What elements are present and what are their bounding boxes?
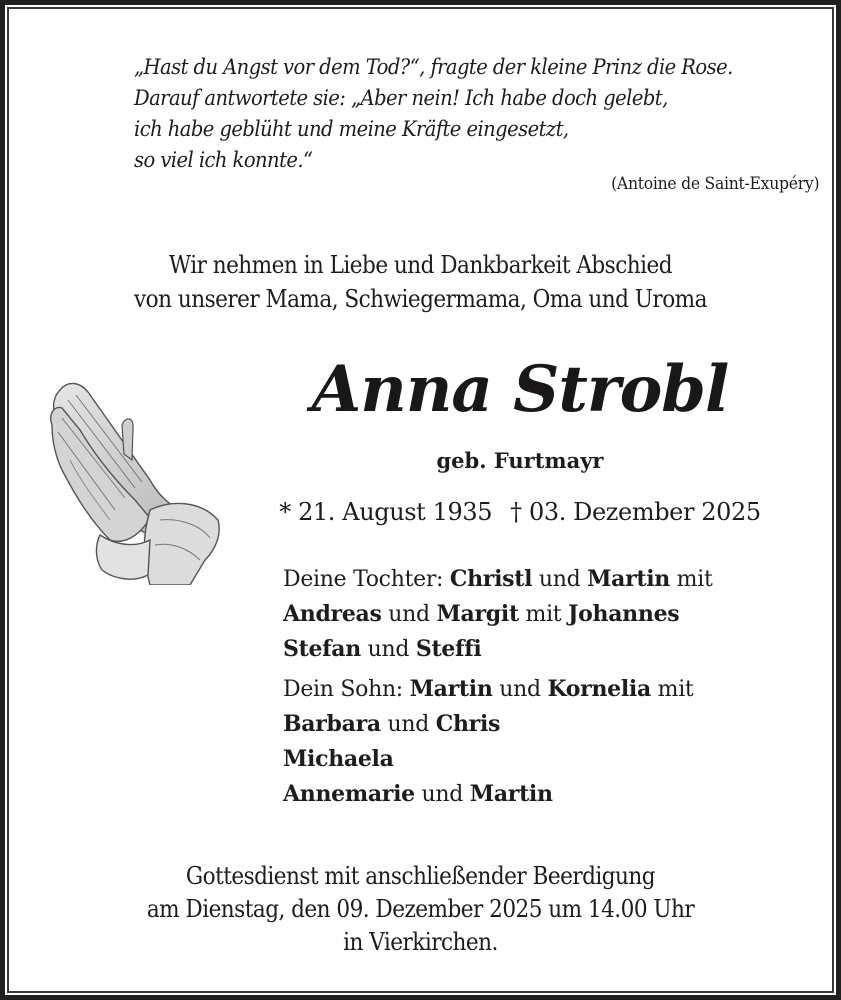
family-line: [283, 597, 713, 632]
family-line: [283, 672, 713, 707]
service-info: [0, 860, 841, 959]
family-list: [283, 562, 713, 817]
family-line: [283, 632, 713, 667]
quote-line: „Hast du Angst vor dem Tod?“, fragte der kleine Prinz die Rose.: [134, 55, 733, 79]
birth-date: * 21. August 1935: [279, 498, 493, 526]
family-member-name: Johannes: [568, 601, 680, 627]
quote-line: ich habe geblüht und meine Kräfte eingesetzt,: [134, 117, 569, 141]
life-dates: [250, 496, 790, 528]
family-line: [283, 777, 713, 812]
family-text: und: [492, 677, 548, 702]
family-member-name: Martin: [469, 781, 553, 807]
family-member-name: Martin: [409, 676, 493, 702]
maiden-name: geb. Furtmayr: [436, 448, 604, 473]
quote-line: Darauf antwortete sie: „Aber nein! Ich habe doch gelebt,: [134, 86, 668, 110]
intro-line: von unserer Mama, Schwiegermama, Oma und Uroma: [134, 285, 707, 313]
family-member-name: Chris: [435, 711, 501, 737]
service-line: in Vierkirchen.: [343, 928, 498, 956]
deceased-name: Anna Strobl: [311, 352, 729, 427]
family-text: mit: [518, 602, 569, 627]
service-line: Gottesdienst mit anschließender Beerdigung: [185, 862, 656, 890]
family-member-name: Barbara: [283, 711, 381, 737]
family-line: [283, 707, 713, 742]
quote-author: (Antoine de Saint-Exupéry): [610, 174, 819, 194]
praying-hands-icon: [40, 370, 225, 585]
family-text: Deine Tochter:: [283, 567, 450, 592]
family-member-name: Stefan: [283, 636, 361, 662]
family-member-name: Michaela: [283, 746, 394, 772]
family-text: Dein Sohn:: [283, 677, 410, 702]
family-group-daughter: [283, 562, 713, 667]
family-text: und: [360, 637, 416, 662]
family-text: und: [381, 602, 437, 627]
death-date: † 03. Dezember 2025: [510, 498, 761, 526]
family-line: [283, 562, 713, 597]
family-member-name: Margit: [436, 601, 519, 627]
family-member-name: Andreas: [283, 601, 382, 627]
quote-line: so viel ich konnte.“: [134, 148, 313, 172]
family-member-name: Kornelia: [547, 676, 651, 702]
family-line: [283, 742, 713, 777]
family-member-name: Annemarie: [283, 781, 415, 807]
family-text: und: [532, 567, 588, 592]
farewell-intro: [0, 248, 841, 316]
service-line: am Dienstag, den 09. Dezember 2025 um 14.00 Uhr: [146, 895, 695, 923]
intro-line: Wir nehmen in Liebe und Dankbarkeit Abschied: [168, 251, 673, 279]
family-member-name: Martin: [587, 566, 670, 592]
family-member-name: Steffi: [415, 636, 482, 662]
family-text: und: [414, 782, 470, 807]
family-text: mit: [669, 567, 713, 592]
family-member-name: Christl: [449, 566, 533, 592]
quote-block: [134, 52, 776, 176]
family-text: und: [380, 712, 436, 737]
family-text: mit: [650, 677, 694, 702]
family-group-son: [283, 672, 713, 812]
